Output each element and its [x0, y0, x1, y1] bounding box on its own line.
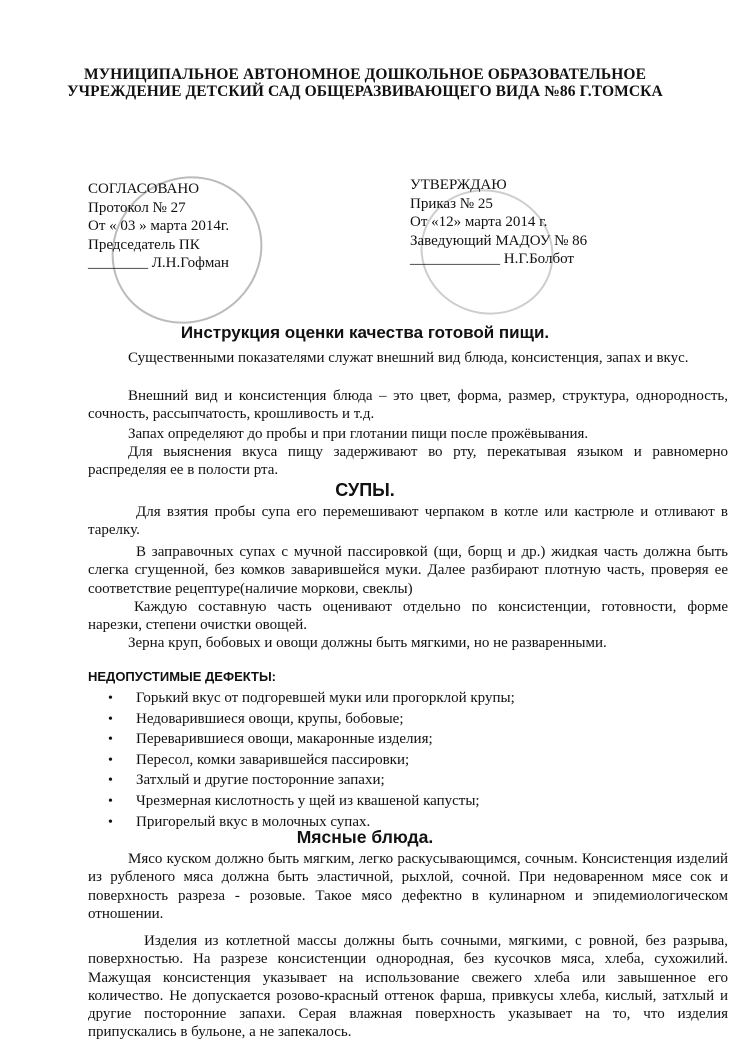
approved-date: От «12» марта 2014 г.	[410, 214, 548, 230]
list-item: • Недоварившиеся овощи, крупы, бобовые;	[108, 709, 515, 730]
organization-name-line2: УЧРЕЖДЕНИЕ ДЕТСКИЙ САД ОБЩЕРАЗВИВАЮЩЕГО ВИДА №86 Г.ТОМСКА	[67, 83, 663, 100]
soups-heading: СУПЫ.	[335, 480, 395, 500]
agreed-protocol: Протокол № 27	[88, 199, 186, 216]
agreed-position: Председатель ПК	[88, 236, 200, 253]
intro-paragraph-2: Внешний вид и консистенция блюда – это цвет, форма, размер, структура, однородность, сочность, рассыпчатость, крошливость и т.д.	[88, 388, 728, 423]
list-item: • Пригорелый вкус в молочных супах.	[108, 812, 515, 833]
list-item: • Переварившиеся овощи, макаронные изделия;	[108, 729, 515, 750]
soups-paragraph-3: Каждую составную часть оценивают отдельно по консистенции, готовности, форме нарезки, степени очистки овощей.	[88, 599, 728, 634]
approved-position: Заведующий МАДОУ № 86	[410, 232, 588, 249]
defects-heading: НЕДОПУСТИМЫЕ ДЕФЕКТЫ:	[88, 669, 277, 684]
list-item: • Горький вкус от подгоревшей муки или прогорклой крупы;	[108, 688, 515, 709]
soups-paragraph-2: В заправочных супах с мучной пассировкой (щи, борщ и др.) жидкая часть должна быть слегка сгущенной, без комков заварившейся муки. Далее разбирают плотную часть, проверяя ее соответствие рецептуре(наличие моркови, свеклы)	[88, 544, 728, 597]
defects-list	[108, 688, 515, 832]
soups-paragraph-1: Для взятия пробы супа его перемешивают черпаком в котле или кастрюле и отливают в тарелку.	[88, 504, 728, 539]
intro-paragraph-3: Запах определяют до пробы и при глотании пищи после прожёвывания.	[128, 426, 589, 442]
meat-heading: Мясные блюда.	[296, 827, 434, 847]
agreed-block	[88, 180, 229, 273]
agreed-signature: ________ Л.Н.Гофман	[88, 255, 229, 271]
list-item: • Пересол, комки заварившейся пассировки;	[108, 750, 515, 771]
approved-signature: ____________ Н.Г.Болбот	[410, 251, 574, 267]
approved-block	[410, 176, 587, 269]
agreed-date: От « 03 » марта 2014г.	[88, 218, 230, 234]
list-item: • Чрезмерная кислотность у щей из квашеной капусты;	[108, 791, 515, 812]
approved-heading: УТВЕРЖДАЮ	[410, 177, 507, 193]
organization-name-line1: МУНИЦИПАЛЬНОЕ АВТОНОМНОЕ ДОШКОЛЬНОЕ ОБРАЗОВАТЕЛЬНОЕ	[83, 66, 647, 83]
list-item: • Затхлый и другие посторонние запахи;	[108, 770, 515, 791]
approved-order: Приказ № 25	[410, 195, 493, 212]
intro-paragraph-4: Для выяснения вкуса пищу задерживают во рту, перекатывая языком и равномерно распределяя ее в полости рта.	[88, 444, 728, 479]
soups-paragraph-4: Зерна круп, бобовых и овощи должны быть мягкими, но не разваренными.	[128, 635, 607, 651]
agreed-heading: СОГЛАСОВАНО	[88, 181, 200, 197]
meat-paragraph-2: Изделия из котлетной массы должны быть сочными, мягкими, с ровной, без разрыва, поверхностью. На разрезе консистенции однородная, без кусочков мяса, хлеба, сухожилий. Мажущая консистенция указывает на использование свежего хлеба или завышенное его количество. Не допускается розово-красный оттенок фарша, привкусы хлеба, кислый, затхлый и другие посторонние запахи. Серая влажная поверхность указывает на то, что изделия припускались в бульоне, а не запекалось.	[88, 933, 728, 1041]
document-title: Инструкция оценки качества готовой пищи.	[180, 323, 550, 342]
intro-paragraph-1: Существенными показателями служат внешний вид блюда, консистенция, запах и вкус.	[128, 350, 689, 366]
organization-header	[0, 66, 730, 100]
meat-paragraph-1: Мясо куском должно быть мягким, легко раскусывающимся, сочным. Консистенция изделий из рубленого мяса должна быть эластичной, рыхлой, сочной. При недоваренном мясе сок и поверхность разреза - розовые. Такое мясо дефектно в кулинарном и эпидемиологическом отношении.	[88, 851, 728, 922]
